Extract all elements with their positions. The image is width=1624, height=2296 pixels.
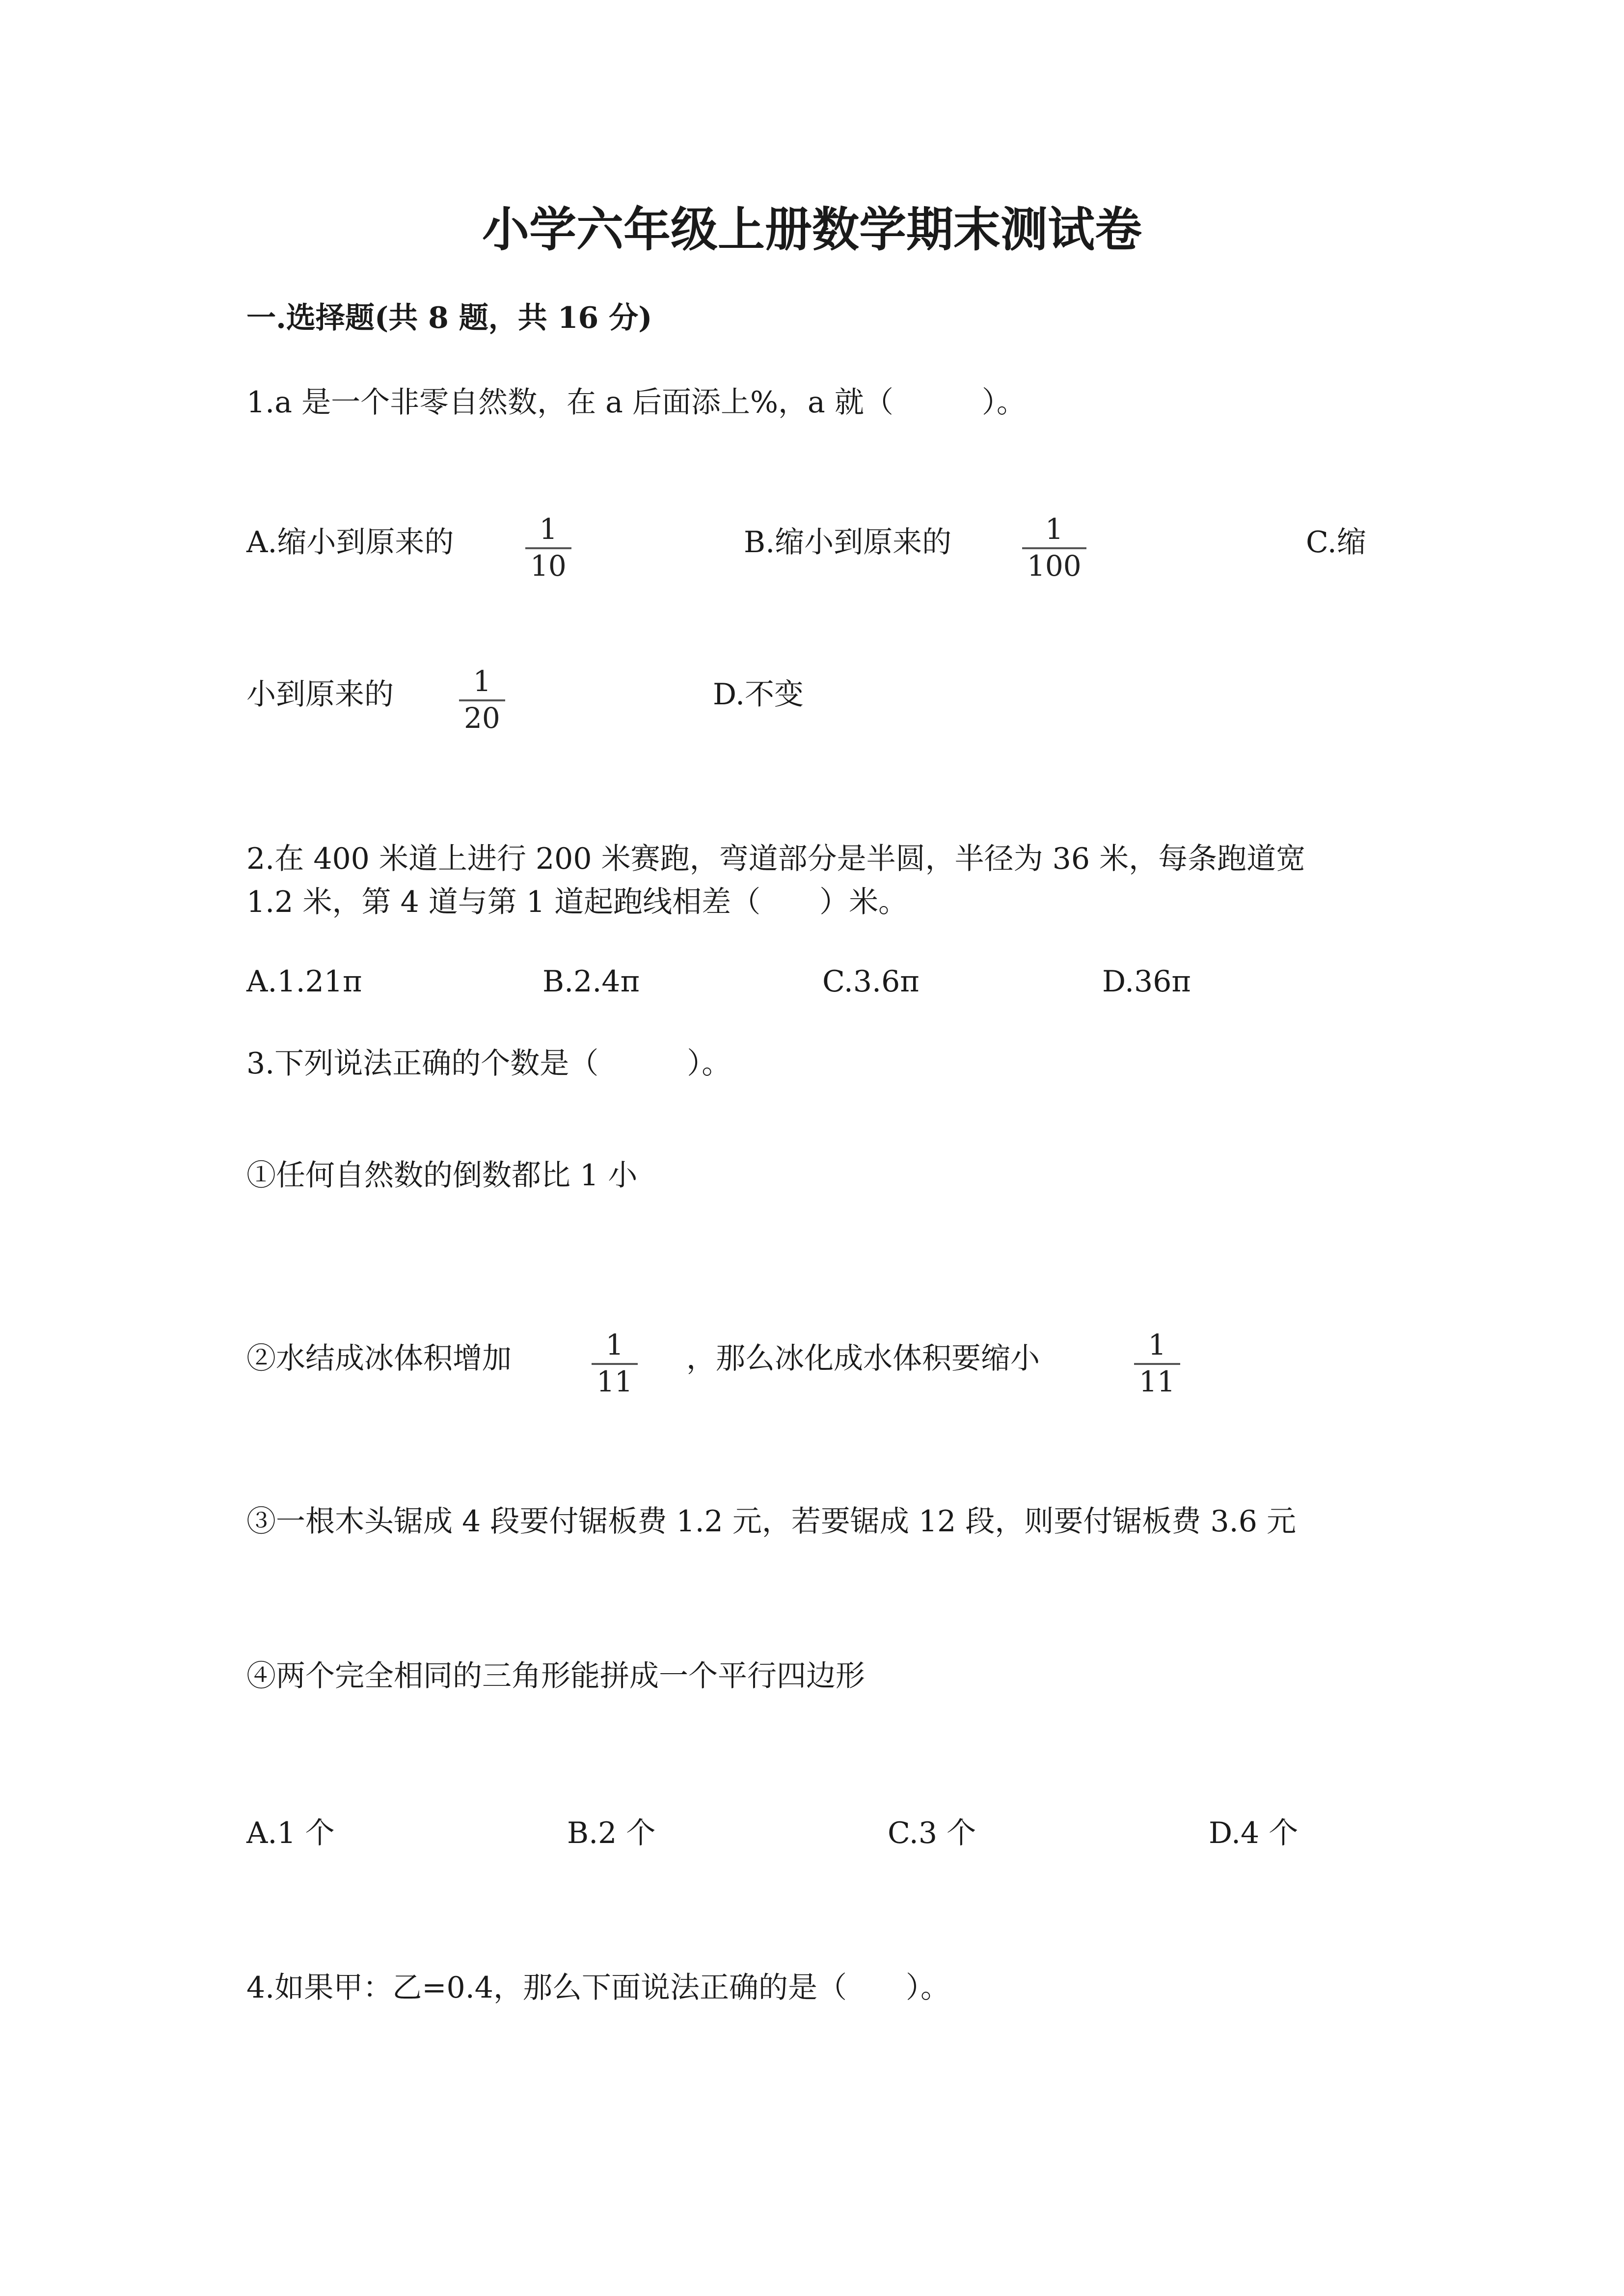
question-3-statement-4: ④两个完全相同的三角形能拼成一个平行四边形 [246,1659,865,1693]
question-4-stem: 4.如果甲：乙=0.4，那么下面说法正确的是（ ）。 [246,1971,950,2005]
question-1-option-c-fraction [459,667,505,733]
question-1-option-b-fraction [1022,514,1086,581]
question-3-statement-1: ①任何自然数的倒数都比 1 小 [246,1158,638,1193]
fraction-denominator: 11 [1139,1364,1175,1398]
question-3-statement-2-part1: ②水结成冰体积增加 [246,1341,512,1376]
question-3-statement-2-part2: ，那么冰化成水体积要缩小 [686,1341,1040,1376]
question-3-option-d: D.4 个 [1209,1816,1299,1850]
question-1-option-b: B.缩小到原来的 [744,525,952,560]
question-3-option-a: A.1 个 [246,1816,335,1850]
fraction-denominator: 10 [530,549,567,583]
question-2-option-a: A.1.21π [246,964,362,999]
question-3-statement-2-fraction-2 [1134,1330,1180,1397]
question-2-option-d: D.36π [1102,964,1191,999]
fraction-numerator: 1 [473,665,491,698]
fraction-numerator: 1 [539,512,558,546]
question-1-option-c-part2: 小到原来的 [246,677,394,712]
question-3-statement-3: ③一根木头锯成 4 段要付锯板费 1.2 元，若要锯成 12 段，则要付锯板费 3.6 元 [246,1504,1296,1539]
fraction-denominator: 20 [464,701,500,735]
question-3-stem: 3.下列说法正确的个数是（ ）。 [246,1046,731,1081]
question-1-option-d: D.不变 [713,677,804,712]
question-2-option-b: B.2.4π [542,964,640,999]
page-title: 小学六年级上册数学期末测试卷 [482,202,1142,257]
fraction-numerator: 1 [605,1328,624,1362]
question-1-stem: 1.a 是一个非零自然数，在 a 后面添上%，a 就（ ）。 [246,385,1026,420]
question-1-option-a: A.缩小到原来的 [246,525,454,560]
question-1-option-a-fraction [525,514,571,581]
question-1-option-c-part1: C.缩 [1306,525,1366,560]
question-2-stem-line1: 2.在 400 米道上进行 200 米赛跑，弯道部分是半圆，半径为 36 米，每条跑道宽 [246,842,1306,876]
section-heading: 一.选择题(共 8 题，共 16 分) [246,301,652,335]
question-2-stem-line2: 1.2 米，第 4 道与第 1 道起跑线相差（ ）米。 [246,885,908,919]
question-3-option-b: B.2 个 [567,1816,656,1850]
question-2-option-c: C.3.6π [822,964,920,999]
question-3-statement-2-fraction-1 [592,1330,638,1397]
fraction-numerator: 1 [1045,512,1063,546]
fraction-numerator: 1 [1148,1328,1166,1362]
fraction-denominator: 100 [1027,549,1082,583]
question-3-option-c: C.3 个 [888,1816,976,1850]
fraction-denominator: 11 [596,1364,633,1398]
